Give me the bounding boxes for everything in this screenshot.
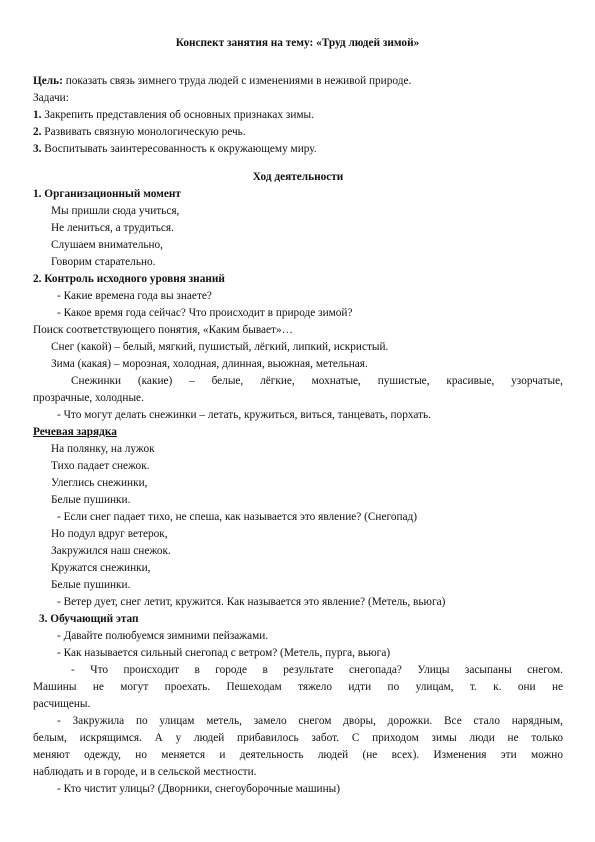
speech-line: Улеглись снежинки,	[51, 477, 148, 489]
snowflakes-line: Снежинки (какие) – белые, лёгкие, мохнатые, пушистые, красивые, узорчатые,	[71, 375, 563, 387]
snowflakes-line: прозрачные, холодные.	[33, 392, 144, 404]
section3-heading: 3. Обучающий этап	[39, 613, 139, 625]
task-number: 2.	[33, 126, 42, 138]
section1-heading: 1. Организационный момент	[33, 188, 181, 200]
question-line: - Какие времена года вы знаете?	[57, 290, 212, 302]
search-line: Поиск соответствующего понятия, «Каким бывает»…	[33, 324, 293, 336]
poem-line: Не лениться, а трудиться.	[51, 222, 174, 234]
goal-line	[33, 73, 563, 90]
task-number: 1.	[33, 109, 42, 121]
speech-line: - Ветер дует, снег летит, кружится. Как называется это явление? (Метель, вьюга)	[57, 596, 446, 608]
task-text: Развивать связную монологическую речь.	[41, 126, 246, 138]
poem-line: Говорим старательно.	[51, 256, 156, 268]
definition-line: Снег (какой) – белый, мягкий, пушистый, лёгкий, липкий, искристый.	[51, 341, 389, 353]
task-item	[33, 124, 563, 141]
question-line: - Какое время года сейчас? Что происходит в природе зимой?	[57, 307, 353, 319]
speech-line: Тихо падает снежок.	[51, 460, 150, 472]
goal-label: Цель:	[33, 75, 63, 87]
question-line: - Как называется сильный снегопад с ветром? (Метель, пурга, вьюга)	[57, 647, 391, 659]
paragraph-line: меняют одежду, но меняется и деятельность людей (не всех). Изменения эти можно	[33, 749, 563, 761]
task-number: 3.	[33, 143, 42, 155]
question-line: - Кто чистит улицы? (Дворники, снегоуборочные машины)	[57, 783, 340, 795]
tasks-label: Задачи:	[33, 92, 69, 104]
question-line: - Давайте полюбуемся зимними пейзажами.	[57, 630, 269, 642]
paragraph-line: - Что происходит в городе в результате снегопада? Улицы засыпаны снегом.	[71, 664, 563, 676]
paragraph-line: - Закружила по улицам метель, замело снегом дворы, дорожки. Все стало нарядным,	[57, 715, 563, 727]
speech-line: Кружатся снежинки,	[51, 562, 151, 574]
page-title: Конспект занятия на тему: «Труд людей зимой»	[175, 37, 420, 49]
goal-text: показать связь зимнего труда людей с изменениями в неживой природе.	[62, 75, 412, 87]
paragraph-line: наблюдать и в городе, и в сельской местности.	[33, 766, 257, 778]
poem-line: Мы пришли сюда учиться,	[51, 205, 180, 217]
speech-line: - Если снег падает тихо, не спеша, как называется это явление? (Снегопад)	[57, 511, 418, 523]
poem-line: Слушаем внимательно,	[51, 239, 163, 251]
speech-heading: Речевая зарядка	[33, 426, 117, 438]
document-body	[33, 73, 563, 798]
task-text: Закрепить представления об основных признаках зимы.	[41, 109, 314, 121]
speech-line: Белые пушинки.	[51, 494, 131, 506]
section2-heading: 2. Контроль исходного уровня знаний	[33, 273, 225, 285]
speech-line: Но подул вдруг ветерок,	[51, 528, 168, 540]
paragraph-line: Машины не могут проехать. Пешеходам тяжело идти по улицам, т. к. они не	[33, 681, 563, 693]
paragraph-line: расчищены.	[33, 698, 91, 710]
paragraph-line: белым, искрящимся. А у людей прибавилось забот. С приходом зимы люди не только	[33, 732, 563, 744]
speech-line: Белые пушинки.	[51, 579, 131, 591]
progress-heading: Ход деятельности	[252, 171, 344, 183]
task-item	[33, 107, 563, 124]
speech-line: На полянку, на лужок	[51, 443, 155, 455]
definition-line: Зима (какая) – морозная, холодная, длинная, вьюжная, метельная.	[51, 358, 368, 370]
snowflakes-question: - Что могут делать снежинки – летать, кружиться, виться, танцевать, порхать.	[57, 409, 431, 421]
task-text: Воспитывать заинтересованность к окружающему миру.	[41, 143, 317, 155]
task-item	[33, 141, 563, 158]
speech-line: Закружился наш снежок.	[51, 545, 171, 557]
